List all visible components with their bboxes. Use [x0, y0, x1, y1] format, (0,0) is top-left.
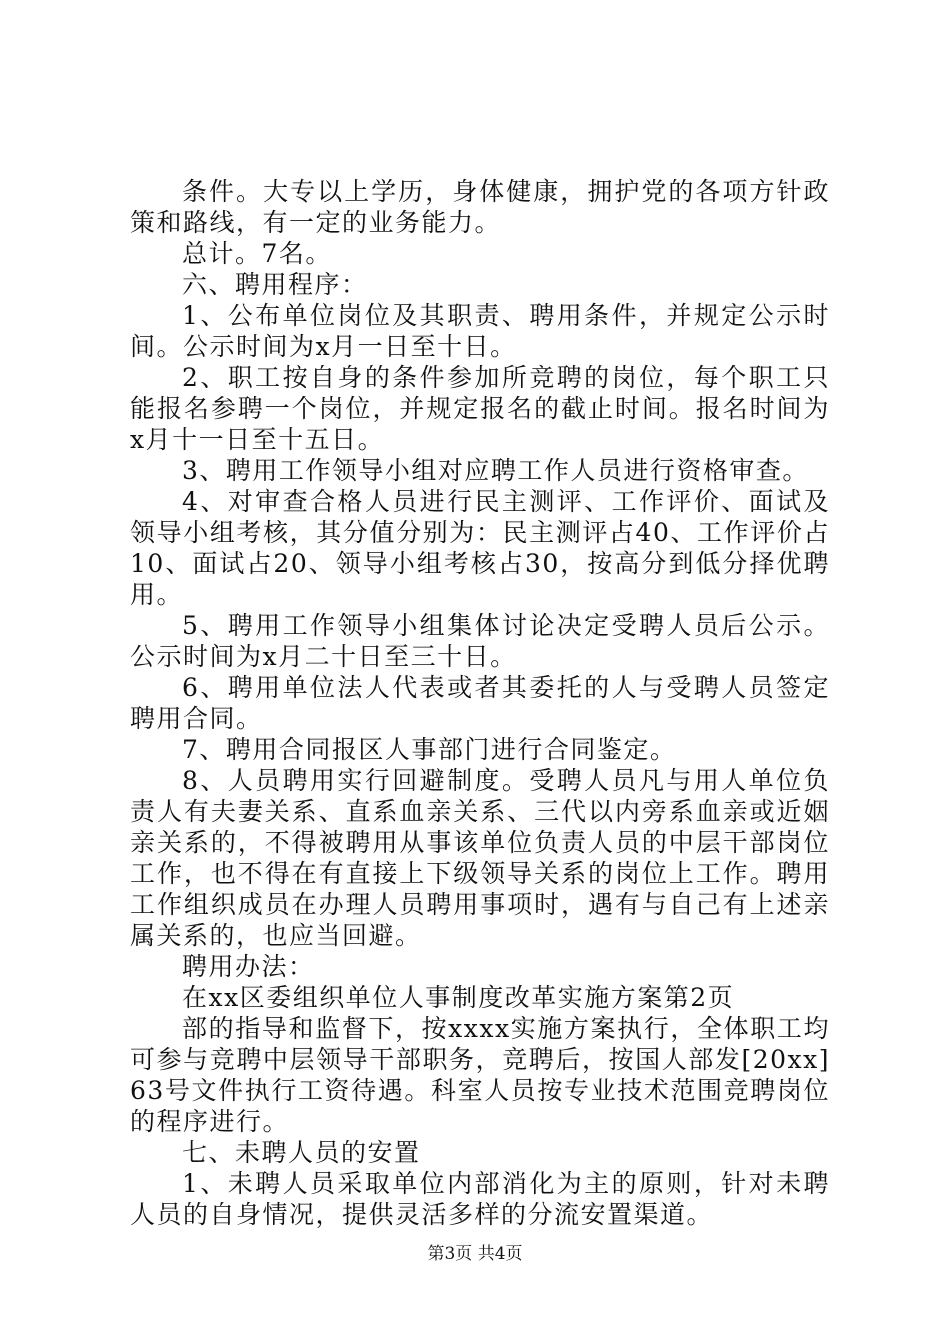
paragraph-step-3: 3、聘用工作领导小组对应聘工作人员进行资格审查。: [182, 456, 809, 485]
page-footer: 第3页 共4页: [427, 1244, 523, 1264]
paragraph-step-5: 5、聘用工作领导小组集体讨论决定受聘人员后公示。公示时间为x月二十日至三十日。: [130, 611, 830, 671]
paragraph-step-2: 2、职工按自身的条件参加所竞聘的岗位，每个职工只能报名参聘一个岗位，并规定报名的截止时间。报名时间为x月十一日至十五日。: [130, 363, 830, 454]
paragraph-step-7: 7、聘用合同报区人事部门进行合同鉴定。: [182, 735, 677, 764]
paragraph-total: 总计。7名。: [182, 239, 332, 268]
paragraph-step-8: 8、人员聘用实行回避制度。受聘人员凡与用人单位负责人有夫妻关系、直系血亲关系、三代以内旁系血亲或近姻亲关系的，不得被聘用从事该单位负责人员的中层干部岗位工作，也不得在有直接上下级领导关系的岗位上工作。聘用工作组织成员在办理人员聘用事项时，遇有与自己有上述亲属关系的，也应当回避。: [130, 766, 830, 950]
paragraph-hiring-method: 聘用办法：: [182, 952, 315, 981]
paragraph-eligibility: 条件。大专以上学历，身体健康，拥护党的各项方针政策和路线，有一定的业务能力。: [130, 177, 830, 237]
section-heading-hiring-procedure: 六、聘用程序：: [182, 270, 368, 299]
section-heading-unhired-placement: 七、未聘人员的安置: [182, 1138, 421, 1167]
paragraph-step-1: 1、公布单位岗位及其职责、聘用条件，并规定公示时间。公示时间为x月一日至十日。: [130, 301, 830, 361]
paragraph-step-6: 6、聘用单位法人代表或者其委托的人与受聘人员签定聘用合同。: [130, 673, 830, 733]
paragraph-implementation: 部的指导和监督下，按xxxx实施方案执行，全体职工均可参与竞聘中层领导干部职务，竞聘后，按国人部发[20xx]63号文件执行工资待遇。科室人员按专业技术范围竞聘岗位的程序进行。: [130, 1014, 830, 1136]
document-body: [130, 176, 830, 1230]
paragraph-step-4: 4、对审查合格人员进行民主测评、工作评价、面试及领导小组考核，其分值分别为：民主测评占40、工作评价占10、面试占20、领导小组考核占30，按高分到低分择优聘用。: [130, 487, 830, 609]
paragraph-unhired-1: 1、未聘人员采取单位内部消化为主的原则，针对未聘人员的自身情况，提供灵活多样的分流安置渠道。: [130, 1169, 830, 1229]
paragraph-page-ref: 在xx区委组织单位人事制度改革实施方案第2页: [182, 983, 735, 1012]
